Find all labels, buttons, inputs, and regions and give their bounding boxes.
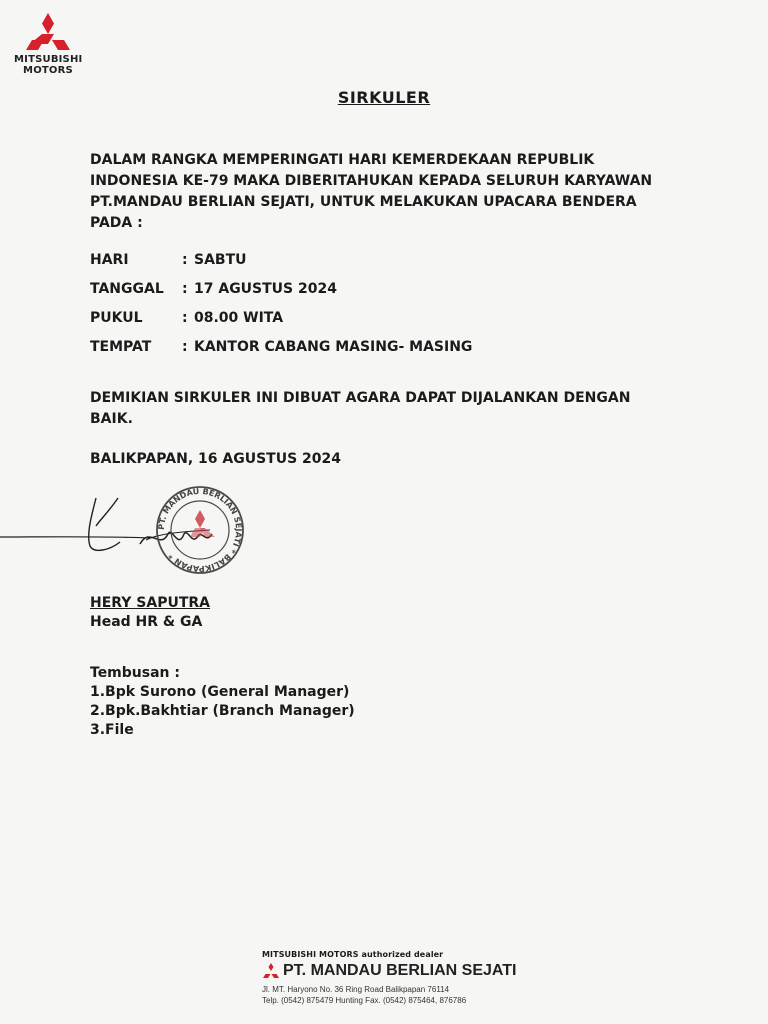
cc-block: [90, 664, 355, 740]
company-name: PT. MANDAU BERLIAN SEJATI: [283, 962, 517, 979]
document-title: SIRKULER: [337, 88, 431, 107]
company-phone: Telp. (0542) 875479 Hunting Fax. (0542) 875464, 876786: [262, 996, 467, 1005]
detail-value: 17 AGUSTUS 2024: [194, 280, 337, 297]
detail-row-pukul: [90, 303, 472, 332]
cc-item: 1.Bpk Surono (General Manager): [90, 684, 350, 700]
company-address: Jl. MT. Haryono No. 36 Ring Road Balikpapan 76114: [262, 985, 450, 994]
detail-value: SABTU: [194, 251, 247, 268]
three-diamonds-icon: [25, 12, 71, 52]
detail-label: TANGGAL: [90, 280, 164, 297]
brand-line2: MOTORS: [23, 65, 73, 76]
detail-separator: :: [182, 280, 188, 297]
company-stamp: [152, 484, 248, 576]
cc-heading: Tembusan :: [90, 665, 180, 681]
brand-line1: MITSUBISHI: [14, 54, 83, 65]
detail-label: HARI: [90, 251, 129, 268]
intro-paragraph: DALAM RANGKA MEMPERINGATI HARI KEMERDEKAAN REPUBLIK INDONESIA KE-79 MAKA DIBERITAHUKAN KEPADA SELURUH KARYAWAN PT.MANDAU BERLIAN SEJATI, UNTUK MELAKUKAN UPACARA BENDERA PADA :: [90, 152, 653, 231]
cc-item: 3.File: [90, 722, 134, 738]
cc-item: 2.Bpk.Bakhtiar (Branch Manager): [90, 703, 355, 719]
detail-label: TEMPAT: [90, 338, 152, 355]
detail-value: 08.00 WITA: [194, 309, 284, 326]
detail-separator: :: [182, 251, 188, 268]
detail-row-tempat: [90, 332, 472, 361]
three-diamonds-icon: [262, 963, 280, 979]
stamp-text: PT. MANDAU BERLIAN SEJATI * BALIKPAPAN *: [156, 486, 244, 574]
event-details: [90, 245, 472, 361]
dealer-line: MITSUBISHI MOTORS authorized dealer: [262, 950, 444, 959]
signer-title: Head HR & GA: [90, 614, 203, 630]
place-date: BALIKPAPAN, 16 AGUSTUS 2024: [90, 451, 341, 467]
letterhead-footer: [262, 950, 522, 1006]
signer-block: [90, 594, 210, 632]
mitsubishi-logo: [14, 12, 82, 76]
detail-label: PUKUL: [90, 309, 143, 326]
closing-paragraph: DEMIKIAN SIRKULER INI DIBUAT AGARA DAPAT DIJALANKAN DENGAN BAIK.: [90, 390, 631, 427]
detail-row-hari: [90, 245, 472, 274]
detail-value: KANTOR CABANG MASING- MASING: [194, 338, 473, 355]
detail-row-tanggal: [90, 274, 472, 303]
company-line: [262, 962, 522, 980]
detail-separator: :: [182, 338, 188, 355]
signer-name: HERY SAPUTRA: [90, 595, 211, 611]
detail-separator: :: [182, 309, 188, 326]
